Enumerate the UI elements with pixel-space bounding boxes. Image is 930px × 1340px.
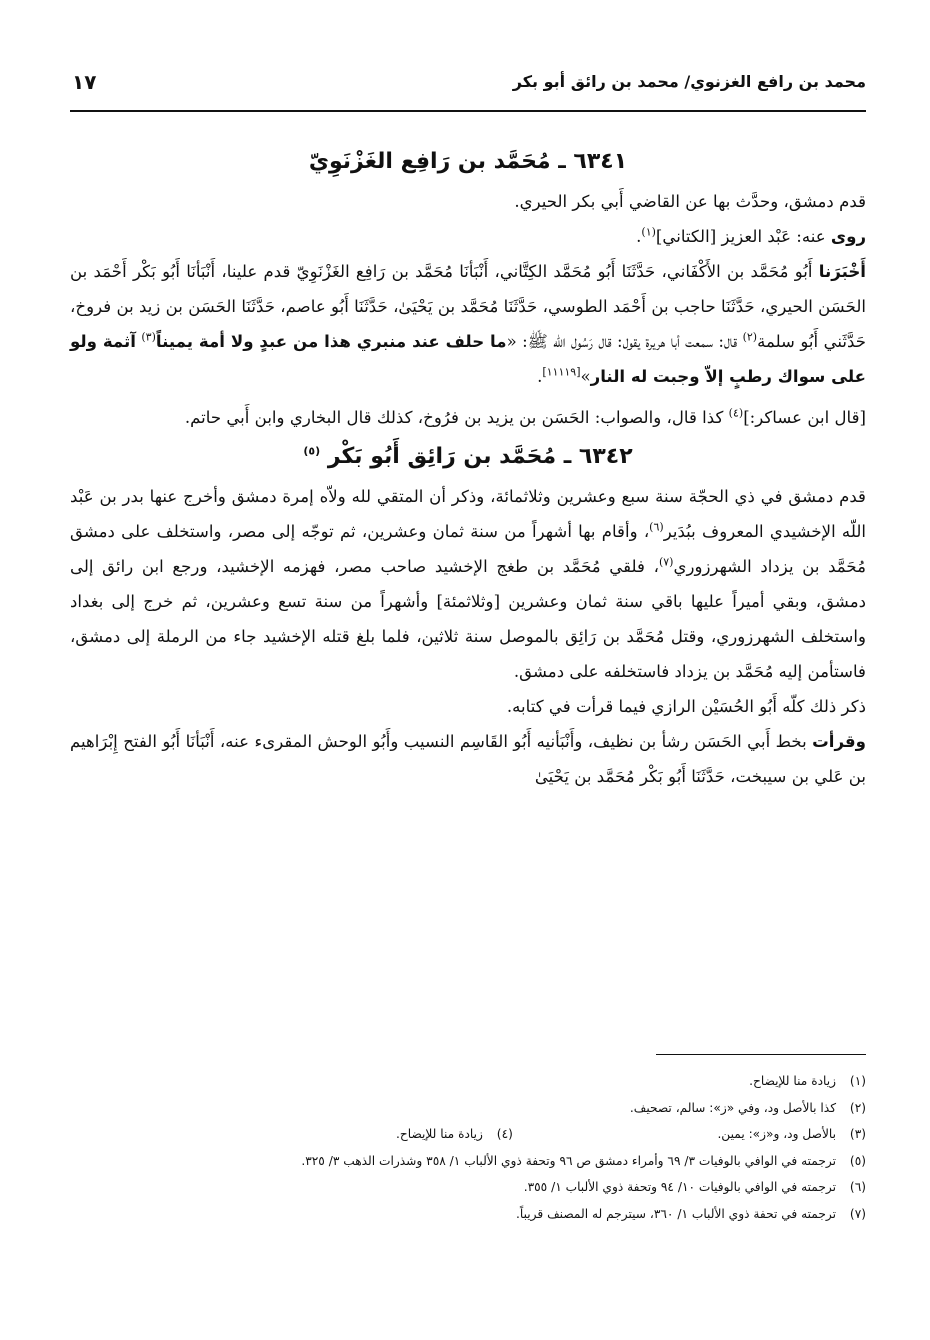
footnote-number: (٢) xyxy=(849,1100,866,1115)
footnote-number: (١) xyxy=(849,1074,866,1088)
lead-word: وقرأت xyxy=(812,732,866,751)
paragraph-text: كذا قال، والصواب: الحَسَن بن يزيد بن فرُوخ، كذلك قال البخاري وابن أَبي حاتم. xyxy=(184,408,729,427)
footnote-text: بالأصل ود، و«ز»: يمين. xyxy=(717,1127,836,1141)
running-title: محمد بن رافع الغزنوي/ محمد بن رائق أبو بكر xyxy=(512,72,866,91)
footnote-inline xyxy=(396,1121,513,1148)
paragraph-text: عنه: عَبْد العزيز [الكتاني] xyxy=(655,227,831,246)
footnote-number: (٣) xyxy=(849,1127,866,1141)
entry-heading: ٦٣٤١ ـ مُحَمَّد بن رَافِع الغَزْنَوِيّ xyxy=(308,149,628,174)
paragraph-text: ذكر ذلك كلّه أَبُو الحُسَيْن الرازي فيما قرأت في كتابه. xyxy=(506,697,866,716)
body-text xyxy=(70,116,866,794)
footnote-ref[interactable]: (٦) xyxy=(649,520,664,534)
paragraph-text: بخط أَبي الحَسَن رشأ بن نظيف، وأَنْبَأنيه أَبُو القَاسِم النسيب وأَبُو الوحش المقرىء عنه، أَنْبَأنَا أَبُو الفتح إِبْرَاهيم بن عَلي بن سيبخت، حَدَّثَنَا أَبُو بَكْر مُحَمَّد بن يَحْيَىٰ xyxy=(70,732,866,786)
footnote xyxy=(66,1121,866,1148)
paragraph-text: . xyxy=(537,367,543,386)
entry-heading xyxy=(70,439,866,475)
footnotes xyxy=(66,1068,866,1227)
footnote-number: (٥) xyxy=(849,1153,866,1168)
paragraph-text: [قال ابن عساكر:] xyxy=(743,408,866,427)
footnote xyxy=(66,1174,866,1201)
footnote-text: زيادة منا للإيضاح. xyxy=(749,1074,836,1088)
footnote-number: (٧) xyxy=(849,1206,866,1221)
book-page xyxy=(70,62,866,104)
paragraph xyxy=(70,219,866,254)
header-rule xyxy=(70,110,866,112)
paragraph-text: قال: سمعت أبا هريرة يقول: قال رَسُول الله ﷺ: « xyxy=(506,332,743,351)
hadith-number: [١١١١٩] xyxy=(542,365,581,379)
lead-word: روى xyxy=(830,227,866,246)
hadith-text: ما حلف عند منبري هذا من عبدٍ ولا أمة يميناً xyxy=(155,332,507,351)
running-header xyxy=(70,62,866,104)
footnote xyxy=(66,1095,866,1122)
paragraph xyxy=(70,479,866,689)
footnote-number: (٦) xyxy=(849,1180,866,1194)
lead-word: أَخْبَرَنا xyxy=(818,262,866,281)
paragraph-text: أَبُو مُحَمَّد بن الأَكْفَاني، حَدَّثَنَا أَبُو مُحَمَّد الكِتَّاني، أَنْبَأنَا مُحَمَّد بن رَافِع الغَزْنَوِيّ قدم علينا، أَنْبَأنَا أَبُو بَكْر أَحْمَد بن الحَسَن الحيري، حَدَّثَنَا حاجب بن أَحْمَد الطوسي، حَدَّثَنَا مُحَمَّد بن يَحْيَىٰ، حَدَّثَنَا أَبُو عاصم، حَدَّثَنَا الحَسَن بن زيد بن فروخ، حَدَّثَني أَبُو سلمة xyxy=(70,262,866,351)
footnote-text: ترجمته في تحفة ذوي الألباب ١/ ٣٦٠، سيترجم له المصنف قريباً. xyxy=(515,1206,836,1221)
footnote-text: زيادة منا للإيضاح. xyxy=(396,1127,483,1141)
paragraph xyxy=(70,254,866,394)
paragraph xyxy=(70,724,866,794)
paragraph-text: قدم دمشق في ذي الحجّة سنة سبع وعشرين وثلاثمائة، وذكر أن المتقي لله ولاّه إمرة دمشق وأخرج عنها بدر بن عَبْد اللّه الإخشيدي المعروف ببُدَير xyxy=(70,487,866,541)
footnote-ref[interactable]: (٥) xyxy=(303,444,321,458)
footnote-rule xyxy=(656,1054,866,1055)
paragraph-text: ، فلقي مُحَمَّد بن طغج الإخشيد صاحب مصر، فهزمه الإخشيد، ورجع ابن رائق إلى دمشق، وبقي أميراً عليها باقي سنة ثمان وعشرين [وثلاثمئة] وأشهراً من سنة تسع وعشرين، ثم خرج إلى بغداد واستخلف الشهرزوري، وقتل مُحَمَّد بن رَائِق بالموصل سنة ثلاثين، فلما بلغ قتله الإخشيد جاء من الرملة إلى دمشق، فاستأمن إليه مُحَمَّد بن يزداد فاستخلفه على دمشق. xyxy=(70,557,866,681)
footnote xyxy=(66,1068,866,1095)
paragraph-text: » xyxy=(580,367,591,386)
paragraph-text: قدم دمشق، وحدَّث بها عن القاضي أَبي بكر الحيري. xyxy=(514,192,866,211)
paragraph-text: . xyxy=(636,227,642,246)
footnote-ref[interactable]: (٧) xyxy=(658,555,674,569)
footnote-ref[interactable]: (٤) xyxy=(728,406,744,420)
footnote-text: ترجمته في الوافي بالوفيات ٣/ ٦٩ وأمراء دمشق ص ٩٦ وتحفة ذوي الألباب ١/ ٣٥٨ وشذرات الذهب ٣/ ٣٢٥. xyxy=(301,1153,836,1168)
footnote-number: (٤) xyxy=(496,1127,513,1141)
hadith-text: آثمة ولو على سواك رطبٍ إلاّ وجبت له النار xyxy=(70,332,866,386)
paragraph xyxy=(70,400,866,435)
footnote xyxy=(66,1201,866,1228)
page-number: ١٧ xyxy=(72,70,97,94)
footnote-ref[interactable]: (١) xyxy=(641,225,656,239)
footnote-text: كذا بالأصل ود، وفي «ز»: سالم، تصحيف. xyxy=(629,1100,836,1115)
paragraph-text: ، وأقام بها أشهراً من سنة ثمان وعشرين، ثم توجّه إلى مصر، واستخلف على دمشق مُحَمَّد بن يزداد الشهرزوري xyxy=(70,522,866,576)
paragraph xyxy=(70,689,866,724)
footnote-text: ترجمته في الوافي بالوفيات ١٠/ ٩٤ وتحفة ذوي الألباب ١/ ٣٥٥. xyxy=(523,1180,836,1194)
footnote-ref[interactable]: (٢) xyxy=(742,330,758,344)
footnote xyxy=(66,1148,866,1175)
footnote-ref[interactable]: (٣) xyxy=(141,330,156,344)
entry-heading-text: ٦٣٤٢ ـ مُحَمَّد بن رَائِق أَبُو بَكْر xyxy=(327,444,633,469)
paragraph xyxy=(70,184,866,219)
